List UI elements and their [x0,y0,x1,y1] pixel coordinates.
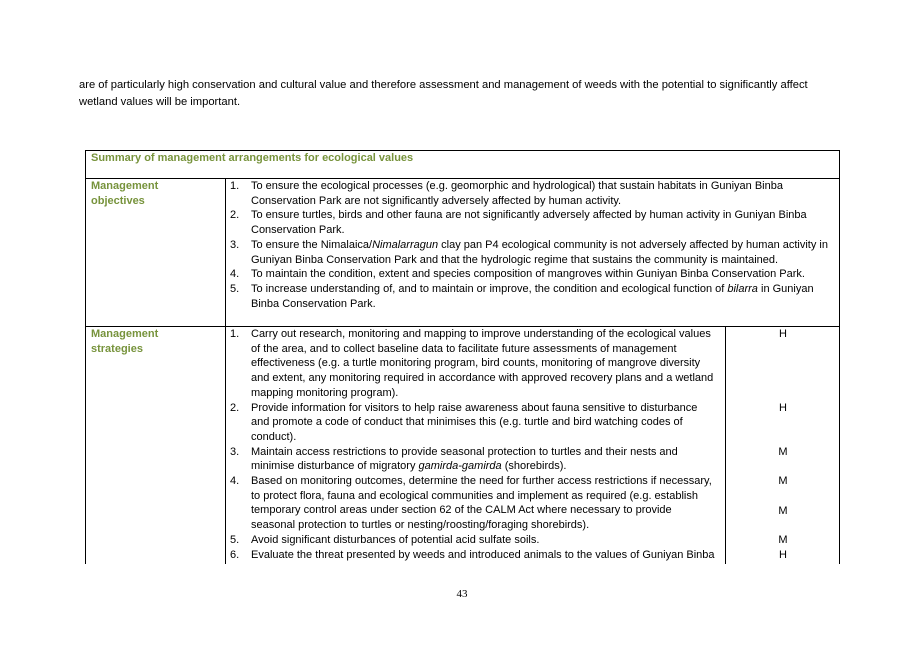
objective-item: 3. To ensure the Nimalaica/Nimalarragun clay pan P4 ecological community is not adversely affected by human activity in Guniyan Binba Conservation Park and that the hydrologic regime that sustains the community is maintained. [230,238,828,266]
objectives-label: Management objectives [91,180,159,207]
strategy-item: 1. Carry out research, monitoring and mapping to improve understanding of the ecological values of the area, and to collect baseline data to facilitate future assessments of management effectiveness (e.g. a turtle monitoring program, bird counts, monitoring of mangrove diversity and extent, any monitoring required in accordance with approved recovery plans and a wetland mapping monitoring program). [230,328,714,399]
priority-rating: H [779,328,787,340]
strategy-item: 3. Maintain access restrictions to provide seasonal protection to turtles and their nests and minimise disturbance of migratory gamirda-gamirda (shorebirds). [230,445,678,473]
label-column-divider [225,178,226,564]
priority-rating: H [779,402,787,414]
priority-rating: M [778,505,788,517]
strategy-item: 4. Based on monitoring outcomes, determine the need for further access restrictions if necessary, to protect flora, fauna and ecological communities and implement as required (e.g. establish temporary control areas under section 62 of the CALM Act where necessary to provide seasonal protection to turtles or nesting/roosting/foraging shorebirds). [230,475,712,532]
objective-item: 2. To ensure turtles, birds and other fauna are not significantly adversely affected by human activity in Guniyan Binba Conservation Park. [230,209,807,237]
objective-item: 1. To ensure the ecological processes (e.g. geomorphic and hydrological) that sustain habitats in Guniyan Binba Conservation Park are not significantly adversely affected by human activity. [230,180,783,207]
management-summary-table [85,150,840,564]
objectives-list [227,179,839,311]
priority-rating: M [778,475,788,487]
objective-item: 5. To increase understanding of, and to maintain or improve, the condition and ecological function of bilarra in Guniyan Binba Conservation Park. [230,282,814,310]
objective-item: 4. To maintain the condition, extent and species composition of mangroves within Guniyan Binba Conservation Park. [230,268,805,281]
strategies-list [227,327,717,562]
priority-rating: H [779,549,787,561]
strategy-item: 5. Avoid significant disturbances of potential acid sulfate soils. [230,533,540,546]
page-number: 43 [456,588,468,600]
priority-rating: M [778,534,788,546]
strategy-item: 2. Provide information for visitors to help raise awareness about fauna sensitive to disturbance and promote a code of conduct that minimises this (e.g. turtle and bird watching codes of conduct). [230,401,698,443]
priority-rating: M [778,446,788,458]
intro-paragraph: are of particularly high conservation and cultural value and therefore assessment and management of weeds with the potential to significantly affect wetland values will be important. [79,79,808,108]
table-title: Summary of management arrangements for ecological values [91,152,414,164]
strategies-label: Management strategies [91,328,159,355]
strategy-item: 6. Evaluate the threat presented by weeds and introduced animals to the values of Guniyan Binba [230,548,715,561]
